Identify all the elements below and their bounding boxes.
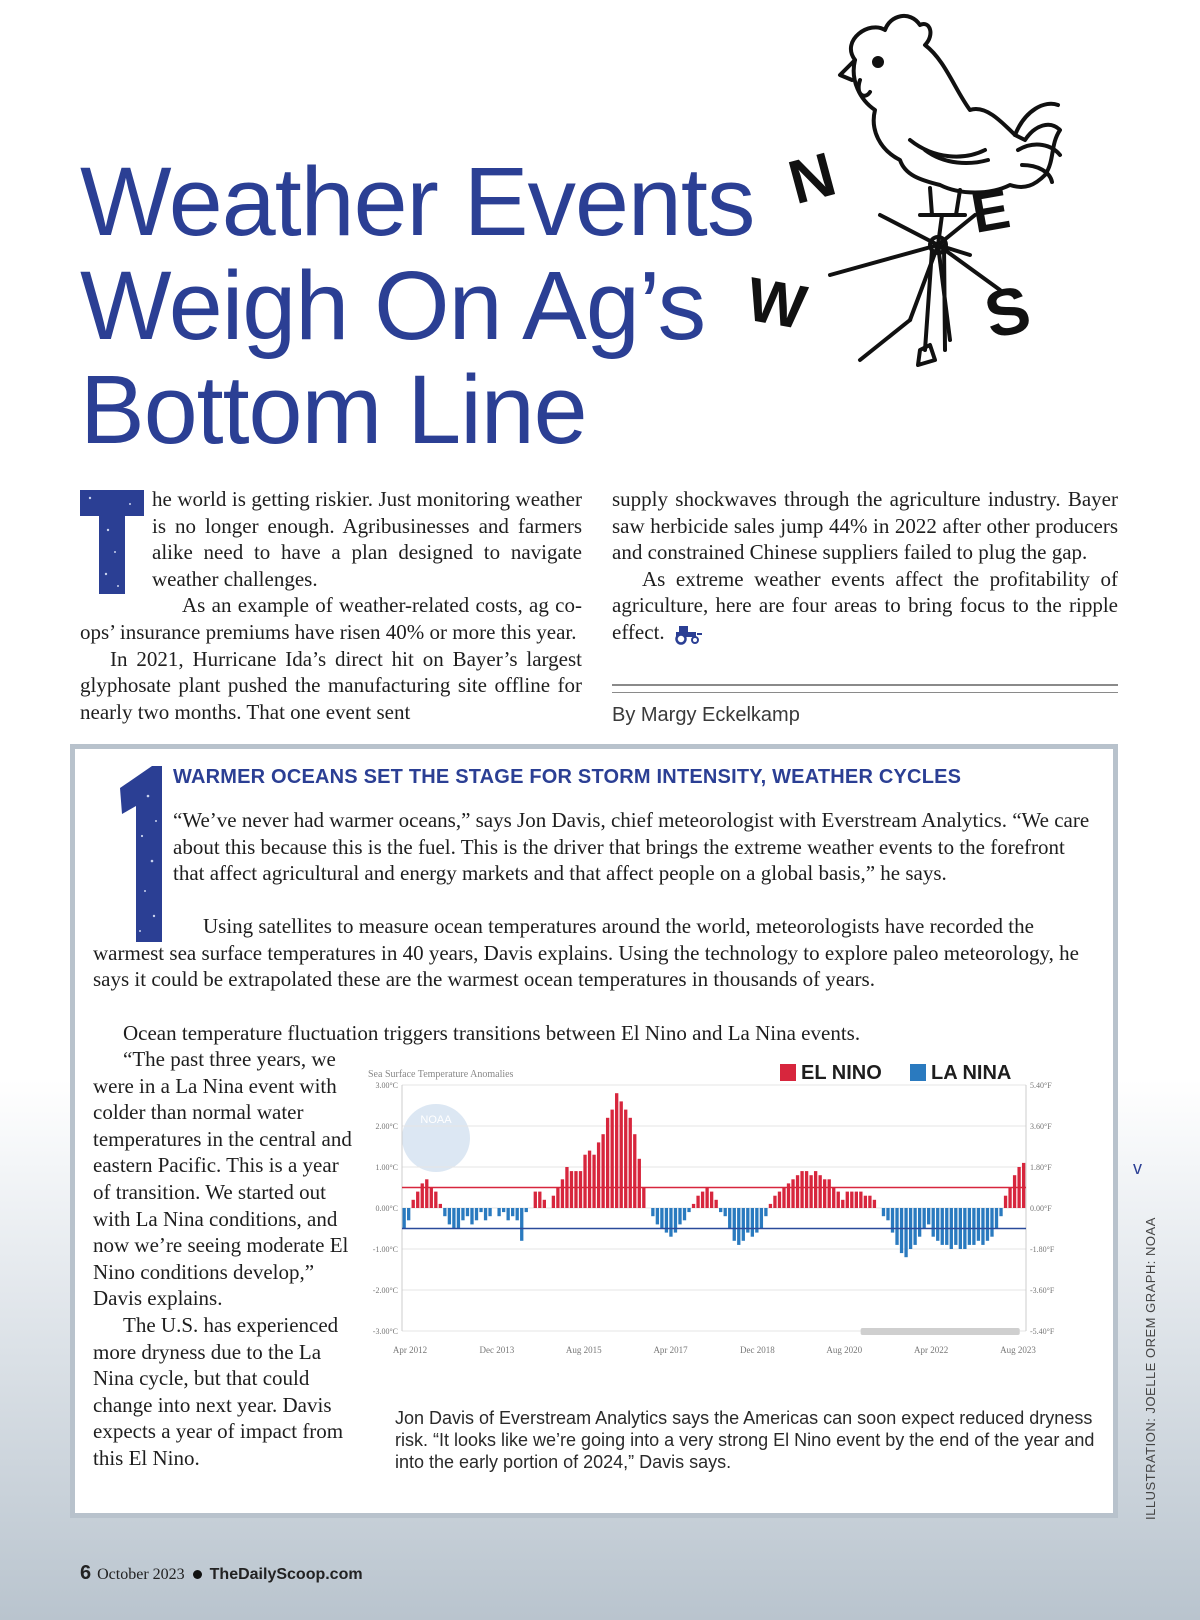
la-nina-bar	[882, 1208, 885, 1216]
el-nino-bar	[1013, 1175, 1016, 1208]
la-nina-bar	[479, 1208, 482, 1212]
el-nino-bar	[710, 1192, 713, 1208]
el-nino-bar	[620, 1101, 623, 1208]
intro-column-1	[80, 486, 582, 725]
el-nino-bar	[841, 1200, 844, 1208]
la-nina-bar	[968, 1208, 971, 1245]
el-nino-bar	[430, 1188, 433, 1209]
el-nino-bar	[800, 1171, 803, 1208]
el-nino-bar	[552, 1196, 555, 1208]
la-nina-bar	[737, 1208, 740, 1245]
el-nino-bar	[873, 1200, 876, 1208]
y-tick-label-left: 3.00°C	[375, 1081, 398, 1090]
x-tick-label: Dec 2018	[740, 1345, 775, 1355]
el-nino-bar	[624, 1110, 627, 1208]
legend-label-la-nina: LA NINA	[931, 1062, 1012, 1084]
x-tick-label: Aug 2023	[1000, 1345, 1036, 1355]
vane-letter-s: S	[978, 270, 1037, 353]
chart-title: Sea Surface Temperature Anomalies	[368, 1069, 514, 1080]
el-nino-bar	[439, 1204, 442, 1208]
la-nina-bar	[945, 1208, 948, 1245]
vane-letter-e: E	[966, 176, 1015, 245]
legend-swatch-el-nino	[780, 1064, 796, 1081]
section-paragraph-2	[93, 913, 1098, 993]
el-nino-bar	[692, 1204, 695, 1208]
la-nina-bar	[525, 1208, 528, 1212]
y-tick-label-left: -1.00°C	[372, 1245, 398, 1254]
el-nino-bar	[855, 1192, 858, 1208]
la-nina-bar	[502, 1208, 505, 1212]
la-nina-bar	[941, 1208, 944, 1245]
issue-date: October 2023	[97, 1566, 185, 1583]
la-nina-bar	[719, 1208, 722, 1212]
la-nina-bar	[669, 1208, 672, 1237]
el-nino-bar	[1008, 1188, 1011, 1209]
el-nino-bar	[805, 1171, 808, 1208]
x-tick-label: Aug 2015	[565, 1345, 602, 1355]
el-nino-bar	[796, 1175, 799, 1208]
la-nina-bar	[977, 1208, 980, 1241]
vane-letter-n: N	[781, 139, 843, 219]
la-nina-bar	[981, 1208, 984, 1245]
la-nina-bar	[457, 1208, 460, 1229]
legend-la-nina	[910, 1062, 1011, 1085]
el-nino-bar	[814, 1171, 817, 1208]
el-nino-bar	[846, 1192, 849, 1208]
la-nina-bar	[999, 1208, 1002, 1216]
la-nina-bar	[904, 1208, 907, 1257]
byline: By Margy Eckelkamp	[612, 704, 800, 726]
el-nino-bar	[1004, 1196, 1007, 1208]
el-nino-bar	[574, 1171, 577, 1208]
el-nino-bar	[615, 1093, 618, 1208]
la-nina-bar	[475, 1208, 478, 1220]
la-nina-bar	[733, 1208, 736, 1241]
section-paragraph-1	[173, 807, 1098, 887]
la-nina-bar	[678, 1208, 681, 1224]
el-nino-bar	[434, 1192, 437, 1208]
la-nina-bar	[448, 1208, 451, 1224]
intro-paragraph-4-text: As extreme weather events affect the profitability of agriculture, here are four areas to bring focus to the ripple effect.	[612, 566, 1118, 644]
section-sidebar-text	[93, 1046, 353, 1472]
la-nina-bar	[452, 1208, 455, 1229]
la-nina-bar	[488, 1208, 491, 1216]
intro-paragraph-1: he world is getting riskier. Just monitoring weather is no longer enough. Agribusinesses and farmers alike need to have a plan designed to navigate weather challenges.	[152, 487, 582, 591]
chart-svg	[364, 1063, 1094, 1408]
el-nino-bar	[588, 1151, 591, 1208]
el-nino-bar	[601, 1134, 604, 1208]
section-heading: WARMER OCEANS SET THE STAGE FOR STORM INTENSITY, WEATHER CYCLES	[173, 766, 962, 788]
la-nina-bar	[461, 1208, 464, 1220]
y-tick-label-left: 1.00°C	[375, 1163, 398, 1172]
el-nino-bar	[416, 1192, 419, 1208]
el-nino-bar	[819, 1175, 822, 1208]
el-nino-bar	[823, 1179, 826, 1208]
el-nino-bar	[412, 1200, 415, 1208]
section-paragraph-1-text: “We’ve never had warmer oceans,” says Jon Davis, chief meteorologist with Everstream Analytics. “We care about this because this is the fuel. This is the driver that brings the extreme weather events to the forefront that affect agricultural and energy markets and that affect people on a global basis,” he says.	[173, 808, 1090, 886]
la-nina-bar	[918, 1208, 921, 1237]
el-nino-bar	[579, 1171, 582, 1208]
headline-line-1: Weather Events	[80, 147, 755, 256]
el-nino-bar	[561, 1179, 564, 1208]
site-link[interactable]: TheDailyScoop.com	[209, 1566, 363, 1583]
la-nina-bar	[484, 1208, 487, 1220]
x-tick-label: Aug 2020	[826, 1345, 863, 1355]
la-nina-bar	[927, 1208, 930, 1224]
el-nino-bar	[606, 1118, 609, 1208]
intro-paragraph-2: As an example of weather-related costs, ag co-ops’ insurance premiums have risen 40% or more this year.	[80, 593, 582, 644]
la-nina-bar	[760, 1208, 763, 1229]
la-nina-bar	[932, 1208, 935, 1237]
headline-line-3: Bottom Line	[80, 355, 587, 464]
y-tick-label-left: 2.00°C	[375, 1122, 398, 1131]
la-nina-bar	[990, 1208, 993, 1237]
x-tick-label: Apr 2012	[392, 1345, 428, 1355]
la-nina-bar	[742, 1208, 745, 1241]
sst-anomaly-chart	[364, 1063, 1094, 1408]
y-tick-label-left: 0.00°C	[375, 1204, 398, 1213]
el-nino-bar	[629, 1118, 632, 1208]
watermark-text: NOAA	[420, 1114, 452, 1126]
la-nina-bar	[656, 1208, 659, 1224]
la-nina-bar	[511, 1208, 514, 1216]
y-tick-label-right: -5.40°F	[1030, 1327, 1055, 1336]
la-nina-bar	[995, 1208, 998, 1229]
el-nino-bar	[828, 1179, 831, 1208]
page-footer	[80, 1562, 363, 1585]
la-nina-bar	[923, 1208, 926, 1229]
y-tick-label-right: 0.00°F	[1030, 1204, 1052, 1213]
el-nino-bar	[778, 1192, 781, 1208]
y-tick-label-left: -3.00°C	[372, 1327, 398, 1336]
la-nina-bar	[764, 1208, 767, 1216]
el-nino-bar	[715, 1200, 718, 1208]
el-nino-bar	[570, 1171, 573, 1208]
la-nina-bar	[443, 1208, 446, 1216]
el-nino-bar	[638, 1159, 641, 1208]
chart-caption: Jon Davis of Everstream Analytics says the Americas can soon expect reduced dryness risk. “It looks like we’re going into a very strong El Nino event by the end of the year and into the early portion of 2024,” Davis says.	[395, 1408, 1095, 1472]
la-nina-bar	[651, 1208, 654, 1216]
el-nino-bar	[705, 1188, 708, 1209]
la-nina-bar	[895, 1208, 898, 1245]
el-nino-bar	[769, 1204, 772, 1208]
la-nina-bar	[913, 1208, 916, 1245]
x-tick-label: Apr 2022	[914, 1345, 949, 1355]
el-nino-bar	[864, 1196, 867, 1208]
el-nino-bar	[850, 1192, 853, 1208]
vane-letter-w: W	[741, 264, 812, 344]
el-nino-bar	[773, 1196, 776, 1208]
la-nina-bar	[687, 1208, 690, 1212]
la-nina-bar	[516, 1208, 519, 1220]
el-nino-bar	[592, 1155, 595, 1208]
byline-rule	[612, 684, 1118, 693]
legend-swatch-la-nina	[910, 1064, 926, 1081]
y-tick-label-left: -2.00°C	[372, 1286, 398, 1295]
la-nina-bar	[407, 1208, 410, 1220]
el-nino-bar	[538, 1192, 541, 1208]
range-selector-bar	[861, 1328, 1020, 1335]
la-nina-bar	[403, 1208, 406, 1229]
la-nina-bar	[728, 1208, 731, 1229]
la-nina-bar	[520, 1208, 523, 1241]
headline-line-2: Weigh On Ag’s	[80, 251, 706, 360]
el-nino-bar	[868, 1196, 871, 1208]
el-nino-bar	[837, 1192, 840, 1208]
el-nino-bar	[832, 1188, 835, 1209]
el-nino-bar	[597, 1142, 600, 1208]
el-nino-bar	[859, 1192, 862, 1208]
el-nino-bar	[1022, 1163, 1025, 1208]
section-paragraph-3: Ocean temperature fluctuation triggers transitions between El Nino and La Nina events.	[123, 1021, 861, 1045]
el-nino-bar	[701, 1192, 704, 1208]
x-tick-label: Apr 2017	[653, 1345, 688, 1355]
x-tick-label: Dec 2013	[479, 1345, 515, 1355]
el-nino-bar	[425, 1179, 428, 1208]
sidebar-paragraph-2: The U.S. has experienced more dryness due to the La Nina cycle, but that could change into next year. Davis expects a year of impact from this El Nino.	[93, 1312, 344, 1470]
y-tick-label-right: 1.80°F	[1030, 1163, 1052, 1172]
intro-paragraph-4	[612, 566, 1118, 646]
el-nino-bar	[583, 1155, 586, 1208]
el-nino-bar	[642, 1188, 645, 1209]
intro-column-2	[612, 486, 1118, 646]
la-nina-bar	[936, 1208, 939, 1241]
page-number: 6	[80, 1562, 92, 1584]
intro-paragraph-3a: In 2021, Hurricane Ida’s direct hit on Bayer’s largest glyphosate plant pushed the manufacturing site offline for nearly two months. That one event sent	[80, 646, 582, 724]
el-nino-bar	[534, 1192, 537, 1208]
la-nina-bar	[724, 1208, 727, 1216]
la-nina-bar	[886, 1208, 889, 1220]
y-tick-label-right: -3.60°F	[1030, 1286, 1055, 1295]
bullet-icon	[193, 1570, 202, 1579]
chevron-down-icon[interactable]: v	[1133, 1158, 1142, 1178]
tractor-icon	[673, 624, 703, 644]
headline	[80, 147, 760, 464]
la-nina-bar	[470, 1208, 473, 1224]
la-nina-bar	[660, 1208, 663, 1229]
photo-credit: ILLUSTRATION: JOELLE OREM GRAPH: NOAA	[1143, 1217, 1158, 1520]
el-nino-bar	[633, 1134, 636, 1208]
y-tick-label-right: -1.80°F	[1030, 1245, 1055, 1254]
y-tick-label-right: 3.60°F	[1030, 1122, 1052, 1131]
el-nino-bar	[556, 1188, 559, 1209]
dropcap-t	[80, 490, 144, 594]
section-paragraph-2-text: Using satellites to measure ocean temperatures around the world, meteorologists have recorded the warmest sea surface temperatures in 40 years, Davis explains. Using the technology to explore paleo meteorology, he says it could be extrapolated these are the warmest ocean temperatures in thousands of years.	[93, 914, 1079, 992]
el-nino-bar	[782, 1188, 785, 1209]
la-nina-bar	[497, 1208, 500, 1216]
la-nina-bar	[683, 1208, 686, 1220]
la-nina-bar	[954, 1208, 957, 1245]
la-nina-bar	[986, 1208, 989, 1241]
la-nina-bar	[900, 1208, 903, 1253]
sidebar-paragraph-1: “The past three years, we were in a La Nina event with colder than normal water temperatures in the central and eastern Pacific. This is a year of transition. We started out with La Nina conditions, and now we’re seeing moderate El Nino conditions develop,” Davis explains.	[93, 1047, 352, 1311]
la-nina-bar	[466, 1208, 469, 1216]
legend-el-nino	[780, 1062, 882, 1085]
rooster-weather-vane-icon	[741, 0, 1100, 410]
la-nina-bar	[507, 1208, 510, 1220]
el-nino-bar	[696, 1196, 699, 1208]
legend-label-el-nino: EL NINO	[801, 1062, 882, 1084]
intro-paragraph-3b: supply shockwaves through the agriculture industry. Bayer saw herbicide sales jump 44% in 2022 after other producers and constrained Chinese suppliers failed to plug the gap.	[612, 487, 1118, 565]
el-nino-bar	[809, 1175, 812, 1208]
la-nina-bar	[972, 1208, 975, 1245]
el-nino-bar	[543, 1200, 546, 1208]
la-nina-bar	[751, 1208, 754, 1237]
y-tick-label-right: 5.40°F	[1030, 1081, 1052, 1090]
el-nino-bar	[611, 1110, 614, 1208]
el-nino-bar	[791, 1179, 794, 1208]
